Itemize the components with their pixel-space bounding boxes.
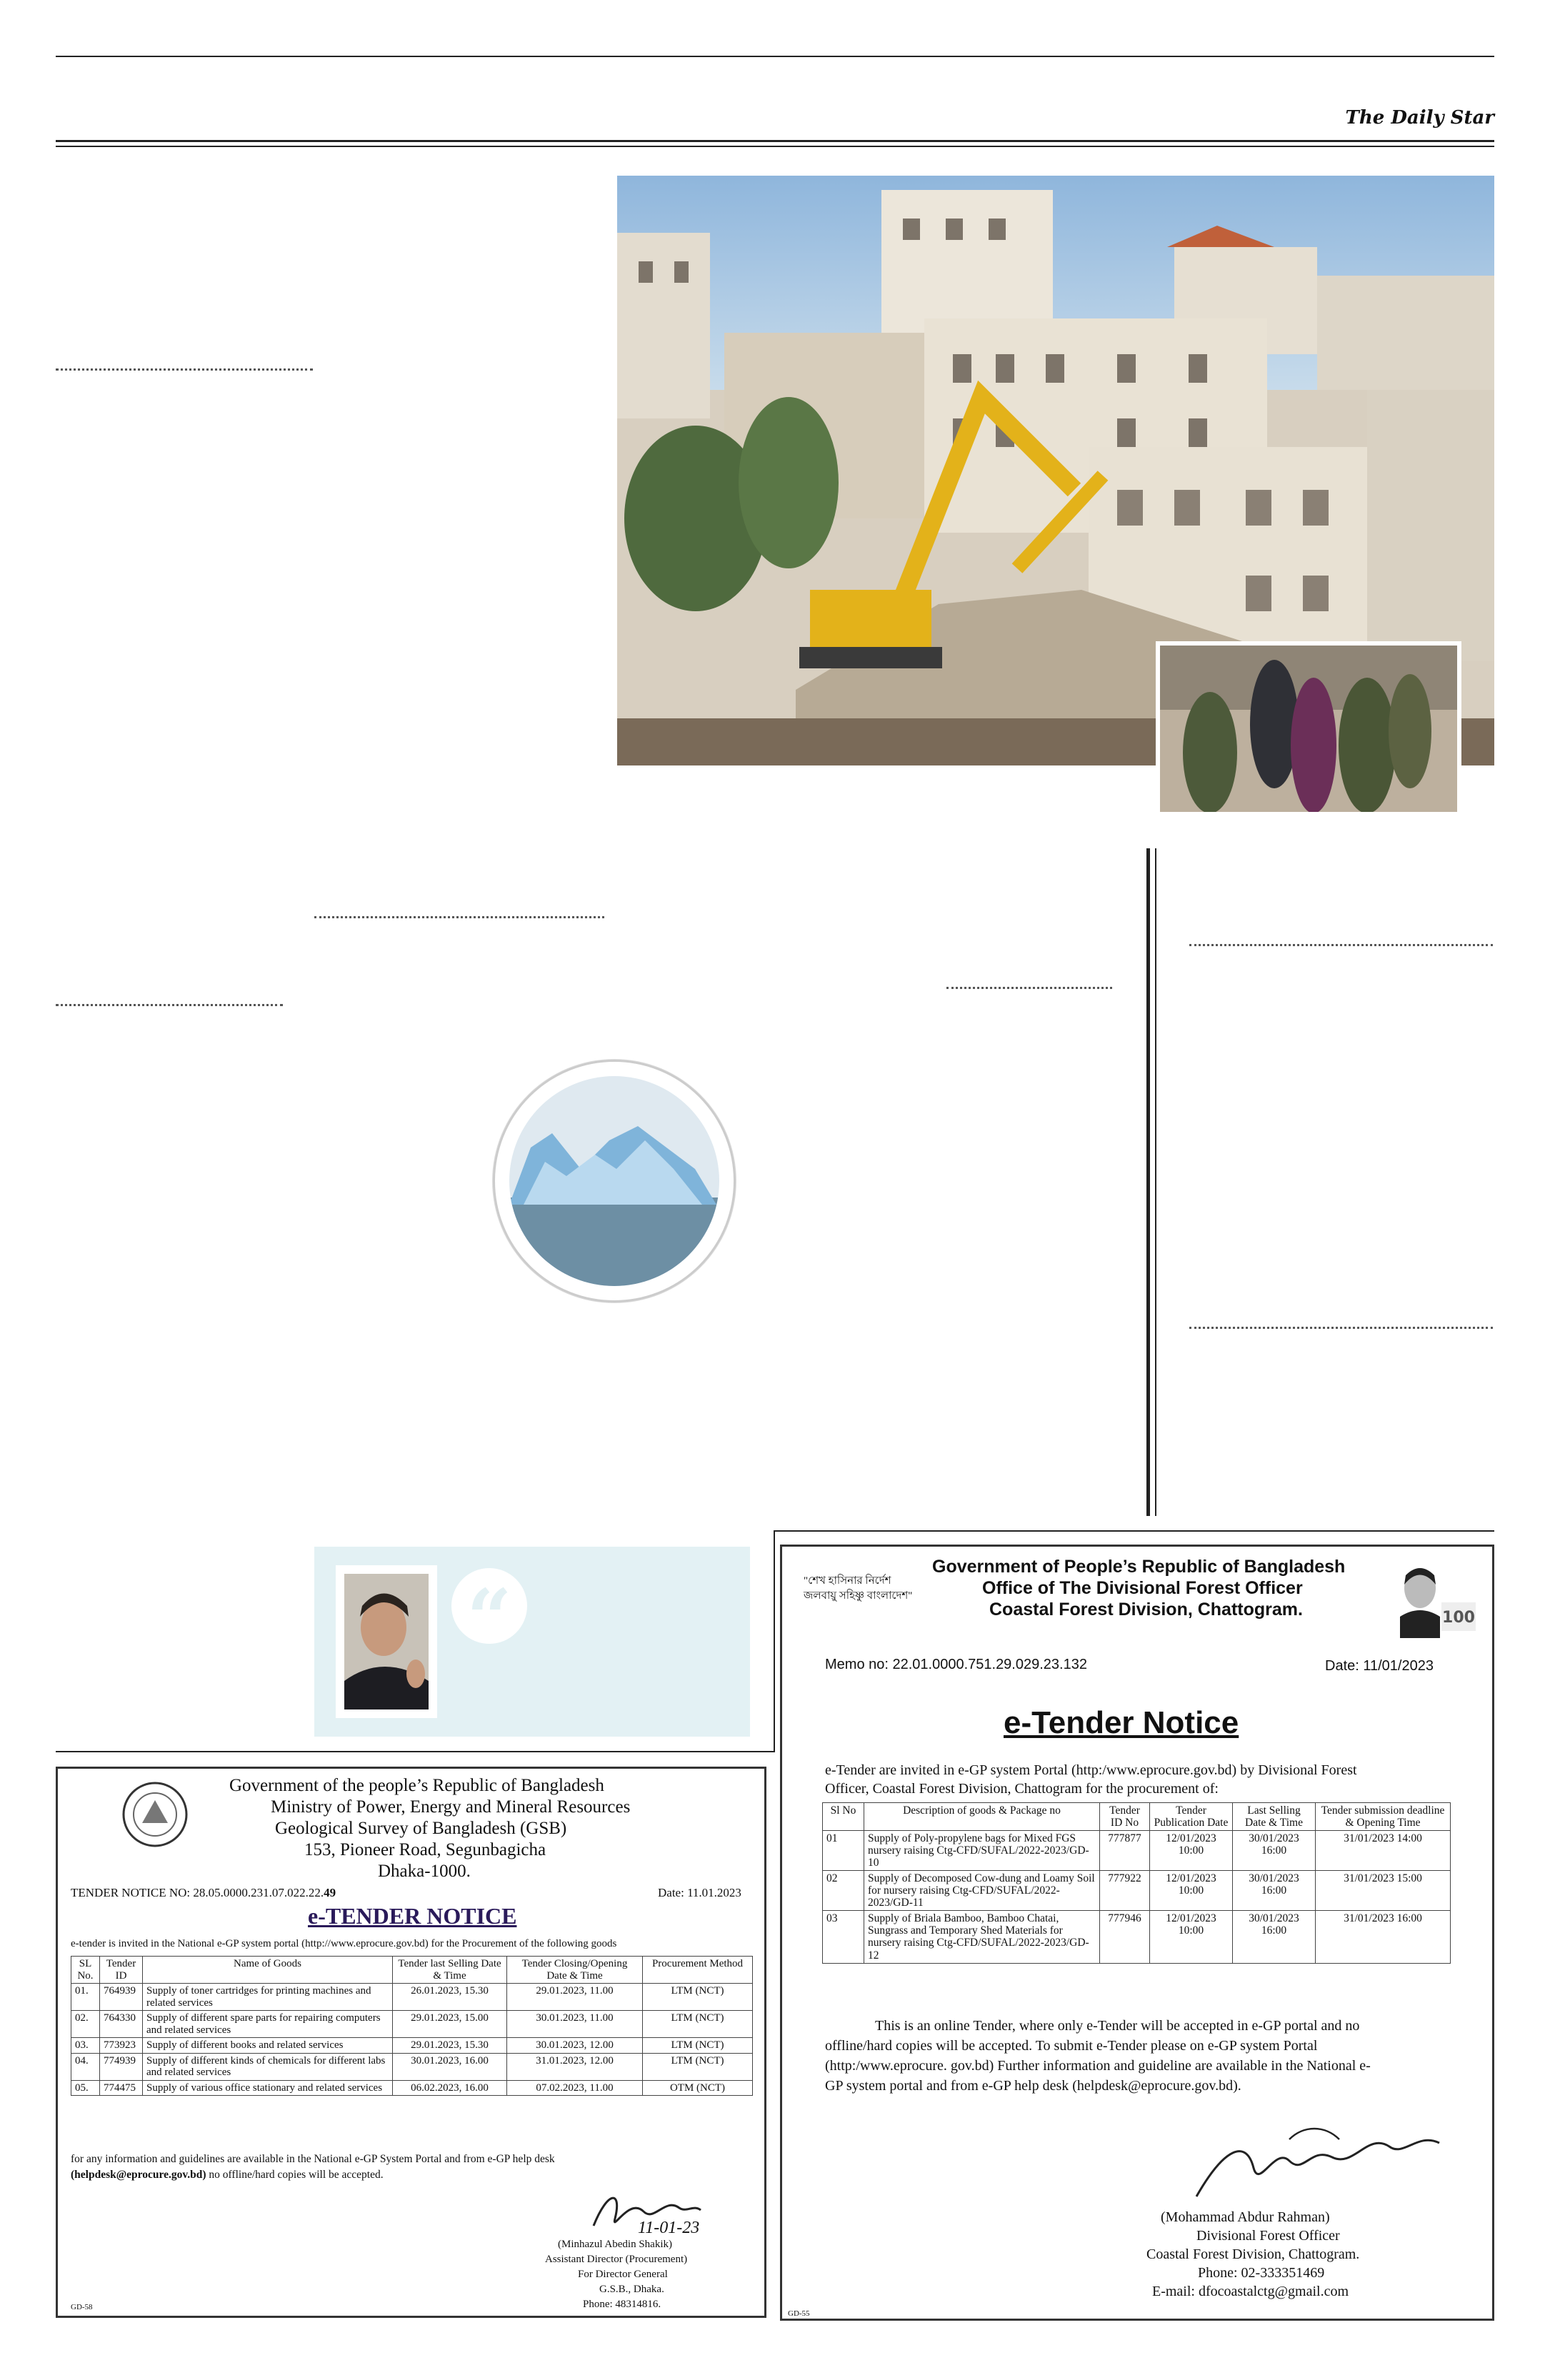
table-cell: LTM (NCT) (643, 2053, 753, 2080)
table-header: Tender ID No (1100, 1803, 1150, 1831)
forest-title: e-Tender Notice (1004, 1705, 1239, 1740)
table-cell: 30.01.2023, 16.00 (393, 2053, 507, 2080)
table-cell: 773923 (100, 2038, 143, 2054)
table-cell: 01 (823, 1831, 864, 1871)
forest-code: GD-55 (788, 2309, 810, 2318)
table-header: Last Selling Date & Time (1233, 1803, 1316, 1831)
table-cell: 777877 (1100, 1831, 1150, 1871)
table-cell: 29.01.2023, 15.00 (393, 2011, 507, 2038)
forest-phone: Phone: 02-333351469 (1198, 2265, 1325, 2281)
table-row (71, 2053, 753, 2080)
table-header: Tender Closing/Opening Date & Time (507, 1957, 643, 1984)
header-rule-1 (56, 140, 1494, 142)
gsb-gov-line: Government of the people’s Republic of Bangladesh (229, 1776, 604, 1795)
table-cell: 02 (823, 1871, 864, 1911)
table-cell: 774939 (100, 2053, 143, 2080)
table-cell: LTM (NCT) (643, 2038, 753, 2054)
forest-email: E-mail: dfocoastalctg@gmail.com (1152, 2284, 1349, 2299)
portrait-illustration (344, 1574, 429, 1709)
table-cell: 29.01.2023, 11.00 (507, 1984, 643, 2011)
gsb-sign-for: For Director General (578, 2269, 668, 2280)
table-row (71, 2038, 753, 2054)
table-cell: Supply of different kinds of chemicals for different labs and related services (143, 2053, 393, 2080)
table-cell: Supply of different books and related services (143, 2038, 393, 2054)
table-header: Tender last Selling Date & Time (393, 1957, 507, 1984)
table-cell: 12/01/2023 10:00 (1150, 1831, 1233, 1871)
forest-para-1: This is an online Tender, where only e-Tender will be accepted in e-GP portal and no (875, 2018, 1360, 2034)
gsb-footer-2: (helpdesk@eprocure.gov.bd) no offline/hard copies will be accepted. (71, 2169, 384, 2181)
forest-division-line: Coastal Forest Division, Chattogram. (989, 1600, 1303, 1620)
table-cell: Supply of Briala Bamboo, Bamboo Chatai, Sungrass and Temporary Shed Materials for nursery raising Ctg-CFD/SUFAL/2022-2023/GD-12 (864, 1911, 1100, 1963)
table-cell: 31.01.2023, 12.00 (507, 2053, 643, 2080)
mujib-portrait-logo (1393, 1560, 1479, 1638)
table-cell: 777922 (1100, 1871, 1150, 1911)
gsb-date: Date: 11.01.2023 (658, 1886, 741, 1899)
table-cell: 26.01.2023, 15.30 (393, 1984, 507, 2011)
table-cell: Supply of various office stationary and related services (143, 2080, 393, 2096)
table-cell: 29.01.2023, 15.30 (393, 2038, 507, 2054)
forest-tender-notice (780, 1545, 1494, 2321)
forest-intro-1: e-Tender are invited in e-GP system Portal (http:/www.eprocure.gov.bd) by Divisional Forest (825, 1762, 1357, 1778)
top-rule (56, 56, 1494, 57)
table-cell: Supply of different spare parts for repairing computers and related services (143, 2011, 393, 2038)
quote-icon: “ (451, 1568, 527, 1644)
table-cell: OTM (NCT) (643, 2080, 753, 2096)
table-cell: LTM (NCT) (643, 1984, 753, 2011)
iceberg-illustration (495, 1062, 734, 1300)
table-cell: 01. (71, 1984, 100, 2011)
table-cell: 12/01/2023 10:00 (1150, 1871, 1233, 1911)
table-cell: 30/01/2023 16:00 (1233, 1831, 1316, 1871)
table-cell: 31/01/2023 16:00 (1316, 1911, 1451, 1963)
table-cell: 03. (71, 2038, 100, 2054)
table-cell: 04. (71, 2053, 100, 2080)
table-cell: 30/01/2023 16:00 (1233, 1871, 1316, 1911)
table-header: Tender submission deadline & Opening Time (1316, 1803, 1451, 1831)
soldiers-illustration (1160, 646, 1457, 812)
gsb-phone: Phone: 48314816. (583, 2299, 661, 2310)
forest-gov-line: Government of People’s Republic of Bangladesh (932, 1557, 1346, 1577)
forest-para-2: offline/hard copies will be accepted. To submit e-Tender please on e-GP system Portal (825, 2038, 1318, 2054)
table-cell: 31/01/2023 15:00 (1316, 1871, 1451, 1911)
table-cell: 06.02.2023, 16.00 (393, 2080, 507, 2096)
table-header: Description of goods & Package no (864, 1803, 1100, 1831)
gsb-sign-org: G.S.B., Dhaka. (599, 2284, 664, 2295)
forest-sign-org: Coastal Forest Division, Chattogram. (1146, 2246, 1360, 2262)
gsb-intro: e-tender is invited in the National e-GP system portal (http://www.eprocure.gov.bd) for the Procurement of the following goods (71, 1938, 617, 1949)
svg-text:100: 100 (1442, 1609, 1475, 1627)
iceberg-photo-circle (493, 1060, 736, 1302)
table-row (823, 1911, 1451, 1963)
dotted-rule (1189, 1327, 1493, 1329)
table-header-row (71, 1957, 753, 1984)
table-cell: 02. (71, 2011, 100, 2038)
table-cell: Supply of Decomposed Cow-dung and Loamy Soil for nursery raising Ctg-CFD/SUFAL/2022-2023/GD-11 (864, 1871, 1100, 1911)
gsb-signer: (Minhazul Abedin Shakik) (558, 2239, 672, 2250)
forest-para-3: (http:/www.eprocure. gov.bd) Further information and guideline are available in the National e- (825, 2058, 1371, 2074)
gsb-tender-notice (56, 1767, 766, 2318)
gsb-dept-line: Geological Survey of Bangladesh (GSB) (275, 1819, 567, 1838)
table-cell: 31/01/2023 14:00 (1316, 1831, 1451, 1871)
dotted-rule (946, 987, 1112, 989)
dotted-rule (56, 368, 313, 371)
dotted-rule (56, 1004, 283, 1006)
forest-office-line: Office of The Divisional Forest Officer (982, 1578, 1303, 1598)
dotted-rule (314, 916, 604, 918)
inset-soldiers-photo (1156, 641, 1461, 816)
table-row (71, 1984, 753, 2011)
forest-signer: (Mohammad Abdur Rahman) (1161, 2209, 1330, 2225)
table-header: SL No. (71, 1957, 100, 1984)
column-rule (1155, 848, 1156, 1516)
table-cell: 764939 (100, 1984, 143, 2011)
table-header: Procurement Method (643, 1957, 753, 1984)
masthead: The Daily Star (1345, 107, 1494, 129)
table-row (71, 2080, 753, 2096)
forest-para-4: GP system portal and from e-GP help desk (helpdesk@eprocure.gov.bd). (825, 2078, 1241, 2094)
table-cell: 30/01/2023 16:00 (1233, 1911, 1316, 1963)
table-cell: Supply of Poly-propylene bags for Mixed FGS nursery raising Ctg-CFD/SUFAL/2022-2023/GD-10 (864, 1831, 1100, 1871)
table-header-row (823, 1803, 1451, 1831)
table-header: Tender Publication Date (1150, 1803, 1233, 1831)
section-rule (774, 1530, 775, 1752)
gsb-notice-number: TENDER NOTICE NO: 28.05.0000.231.07.022.22.49 (71, 1886, 336, 1899)
forest-sign-title: Divisional Forest Officer (1196, 2228, 1340, 2244)
table-row (71, 2011, 753, 2038)
gsb-title: e-TENDER NOTICE (308, 1903, 517, 1929)
forest-intro-2: Officer, Coastal Forest Division, Chattogram for the procurement of: (825, 1781, 1219, 1797)
table-cell: 774475 (100, 2080, 143, 2096)
portrait-photo (336, 1565, 437, 1718)
table-header: Tender ID (100, 1957, 143, 1984)
table-cell: 05. (71, 2080, 100, 2096)
gsb-ministry-line: Ministry of Power, Energy and Mineral Resources (271, 1797, 631, 1817)
table-cell: 777946 (1100, 1911, 1150, 1963)
table-header: Name of Goods (143, 1957, 393, 1984)
gsb-code: GD-58 (71, 2303, 93, 2311)
gsb-sign-date: 11-01-23 (638, 2219, 700, 2237)
forest-bangla-slogan: "শেখ হাসিনার নির্দেশ জলবায়ু সহিষ্ণু বাংলাদেশ" (804, 1575, 913, 1602)
gsb-sign-title: Assistant Director (Procurement) (545, 2254, 688, 2265)
table-cell: 30.01.2023, 11.00 (507, 2011, 643, 2038)
table-cell: Supply of toner cartridges for printing machines and related services (143, 1984, 393, 2011)
table-cell: LTM (NCT) (643, 2011, 753, 2038)
table-header: Sl No (823, 1803, 864, 1831)
gsb-footer-1: for any information and guidelines are available in the National e-GP System Portal and from e-GP help desk (71, 2153, 555, 2165)
forest-signature (1182, 2118, 1454, 2211)
forest-tender-table (822, 1802, 1451, 1964)
header-rule-2 (56, 146, 1494, 147)
table-row (823, 1831, 1451, 1871)
column-rule (1146, 848, 1150, 1516)
gsb-logo-icon (121, 1780, 189, 1849)
gsb-tender-table (71, 1956, 753, 2096)
table-row (823, 1871, 1451, 1911)
forest-date: Date: 11/01/2023 (1325, 1658, 1434, 1674)
forest-memo: Memo no: 22.01.0000.751.29.029.23.132 (825, 1657, 1087, 1672)
table-cell: 764330 (100, 2011, 143, 2038)
section-rule (774, 1530, 1494, 1532)
dotted-rule (1189, 944, 1493, 946)
gsb-address-2: Dhaka-1000. (378, 1862, 471, 1881)
section-rule (56, 1751, 774, 1752)
table-cell: 12/01/2023 10:00 (1150, 1911, 1233, 1963)
gsb-address-1: 153, Pioneer Road, Segunbagicha (304, 1840, 546, 1859)
quote-box (314, 1547, 750, 1737)
table-cell: 07.02.2023, 11.00 (507, 2080, 643, 2096)
table-cell: 03 (823, 1911, 864, 1963)
table-cell: 30.01.2023, 12.00 (507, 2038, 643, 2054)
